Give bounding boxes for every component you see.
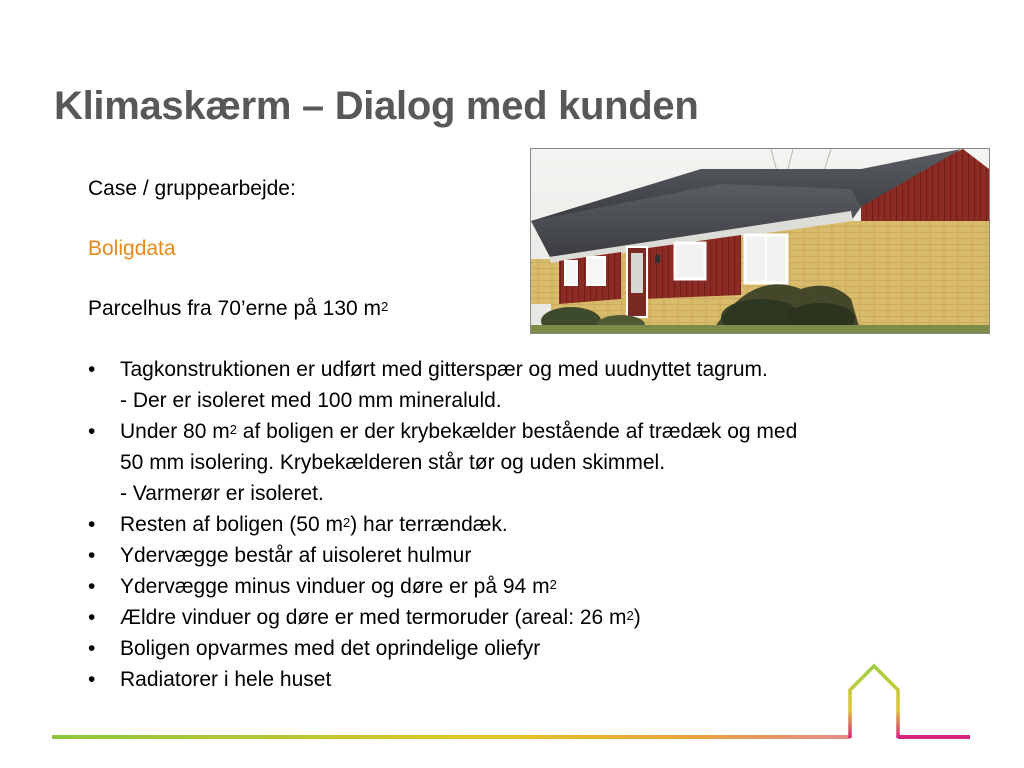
bullet-subtext: - Varmerør er isoleret. — [120, 482, 324, 505]
superscript: 2 — [626, 608, 634, 623]
bullet-marker: • — [88, 575, 96, 598]
bullet-marker: • — [88, 606, 96, 629]
house-text: Parcelhus fra 70’erne på 130 m — [88, 297, 382, 320]
bullet-text: Ældre vinduer og døre er med termoruder (areal: 26 m — [120, 606, 627, 629]
house-description — [88, 293, 388, 324]
list-item — [88, 509, 797, 540]
list-item — [88, 571, 797, 602]
superscript: 2 — [229, 422, 237, 437]
bullet-text: ) har terrændæk. — [350, 513, 508, 536]
bullet-text: Ydervægge består af uisoleret hulmur — [120, 544, 472, 567]
bullet-marker: • — [88, 637, 96, 660]
case-label: Case / gruppearbejde: — [88, 177, 296, 200]
bullet-subtext: - Der er isoleret med 100 mm mineraluld. — [120, 389, 502, 412]
bullet-marker: • — [88, 420, 96, 443]
house-photo — [530, 148, 990, 334]
bullet-text: Under 80 m — [120, 420, 230, 443]
bullet-text: Radiatorer i hele huset — [120, 668, 332, 691]
bullet-marker: • — [88, 544, 96, 567]
bullet-text: ) — [633, 606, 641, 629]
house-superscript: 2 — [381, 299, 389, 314]
superscript: 2 — [549, 577, 557, 592]
bullet-marker: • — [88, 668, 96, 691]
list-item — [88, 540, 797, 571]
bullet-list — [88, 354, 797, 695]
bullet-text: Resten af boligen (50 m — [120, 513, 343, 536]
superscript: 2 — [342, 515, 351, 530]
slide-title: Klimaskærm – Dialog med kunden — [54, 84, 699, 128]
list-item — [88, 354, 797, 416]
bullet-text: Ydervægge minus vinduer og døre er på 94 m — [120, 575, 550, 598]
bullet-marker: • — [88, 358, 96, 381]
bullet-text: Tagkonstruktionen er udført med gitterspær og med uudnyttet tagrum. — [120, 358, 768, 381]
footer-house-line — [0, 660, 1024, 750]
bullet-text: 50 mm isolering. Krybekælderen står tør og uden skimmel. — [120, 451, 666, 474]
bullet-marker: • — [88, 513, 96, 536]
list-item — [88, 416, 797, 509]
section-label: Boligdata — [88, 237, 176, 260]
bullet-text: Boligen opvarmes med det oprindelige oliefyr — [120, 637, 541, 660]
list-item — [88, 602, 797, 633]
bullet-text: af boligen er der krybekælder bestående af trædæk og med — [236, 420, 798, 443]
